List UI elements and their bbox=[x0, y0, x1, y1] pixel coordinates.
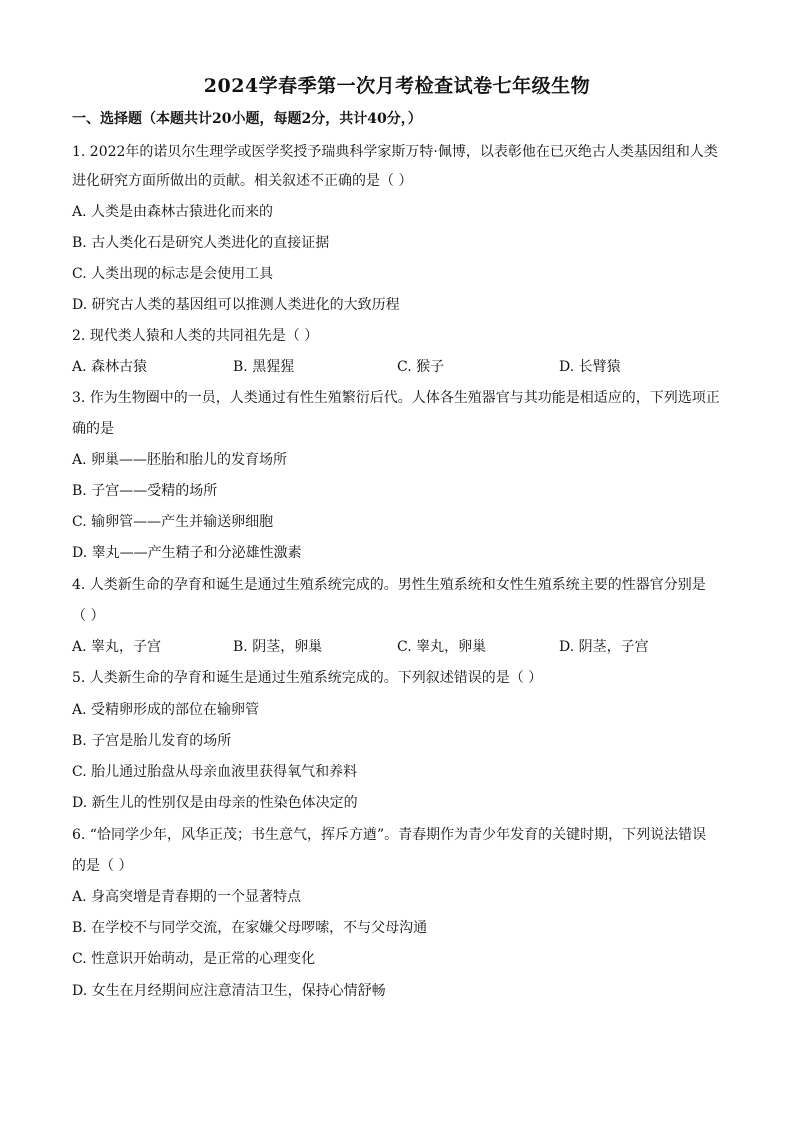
question-1-option-d: D. 研究古人类的基因组可以推测人类进化的大致历程 bbox=[72, 297, 400, 313]
question-3-option-a: A. 卵巢——胚胎和胎儿的发育场所 bbox=[72, 452, 288, 468]
question-3-line-2: 确的是 bbox=[72, 421, 114, 437]
question-6-option-b: B. 在学校不与同学交流，在家嫌父母啰嗦，不与父母沟通 bbox=[72, 920, 428, 936]
question-6-option-a: A. 身高突增是青春期的一个显著特点 bbox=[72, 889, 302, 905]
page-title: 2024学春季第一次月考检查试卷七年级生物 bbox=[203, 75, 591, 97]
question-2-option-c: C. 猴子 bbox=[397, 359, 445, 375]
question-2-option-b: B. 黑猩猩 bbox=[233, 359, 295, 375]
question-4-option-d: D. 阴茎，子宫 bbox=[559, 639, 649, 655]
question-5-option-d: D. 新生儿的性别仅是由母亲的性染色体决定的 bbox=[72, 795, 358, 811]
question-4-option-b: B. 阴茎，卵巢 bbox=[233, 639, 323, 655]
question-5-option-b: B. 子宫是胎儿发育的场所 bbox=[72, 733, 232, 749]
question-6-line-1: 6. “恰同学少年，风华正茂；书生意气，挥斥方遒”。青春期作为青少年发育的关键时期，下列说法错误 bbox=[72, 827, 707, 843]
question-3-option-b: B. 子宫——受精的场所 bbox=[72, 483, 218, 499]
question-4-line-1: 4. 人类新生命的孕育和诞生是通过生殖系统完成的。男性生殖系统和女性生殖系统主要的性器官分别是 bbox=[72, 577, 706, 593]
question-5-option-c: C. 胎儿通过胎盘从母亲血液里获得氧气和养料 bbox=[72, 764, 358, 780]
question-2-option-d: D. 长臂猿 bbox=[559, 359, 621, 375]
section-heading: 一、选择题（本题共计20小题，每题2分，共计40分，） bbox=[72, 111, 422, 127]
question-4-option-a: A. 睾丸，子宫 bbox=[72, 639, 162, 655]
question-3-option-d: D. 睾丸——产生精子和分泌雄性激素 bbox=[72, 545, 302, 561]
question-2-option-a: A. 森林古猿 bbox=[72, 359, 148, 375]
question-1-line-1: 1. 2022年的诺贝尔生理学或医学奖授予瑞典科学家斯万特·佩博，以表彰他在已灭绝古人类基因组和人类 bbox=[72, 144, 718, 160]
question-1-option-c: C. 人类出现的标志是会使用工具 bbox=[72, 266, 274, 282]
question-6-option-c: C. 性意识开始萌动，是正常的心理变化 bbox=[72, 951, 316, 967]
question-4-option-c: C. 睾丸，卵巢 bbox=[397, 639, 487, 655]
question-6-line-2: 的是（ ） bbox=[72, 858, 133, 874]
question-3-line-1: 3. 作为生物圈中的一员，人类通过有性生殖繁衍后代。人体各生殖器官与其功能是相适应的，下列选项正 bbox=[72, 390, 720, 406]
question-3-option-c: C. 输卵管——产生并输送卵细胞 bbox=[72, 514, 274, 530]
question-5-line-1: 5. 人类新生命的孕育和诞生是通过生殖系统完成的。下列叙述错误的是（ ） bbox=[72, 670, 543, 686]
question-1-option-a: A. 人类是由森林古猿进化而来的 bbox=[72, 204, 274, 220]
question-2-line-1: 2. 现代类人猿和人类的共同祖先是（ ） bbox=[72, 328, 319, 344]
question-1-line-2: 进化研究方面所做出的贡献。相关叙述不正确的是（ ） bbox=[72, 173, 413, 189]
question-5-option-a: A. 受精卵形成的部位在输卵管 bbox=[72, 702, 260, 718]
question-6-option-d: D. 女生在月经期间应注意清洁卫生，保持心情舒畅 bbox=[72, 983, 386, 999]
question-1-option-b: B. 古人类化石是研究人类进化的直接证据 bbox=[72, 235, 330, 251]
question-4-line-2: （ ） bbox=[72, 608, 105, 624]
